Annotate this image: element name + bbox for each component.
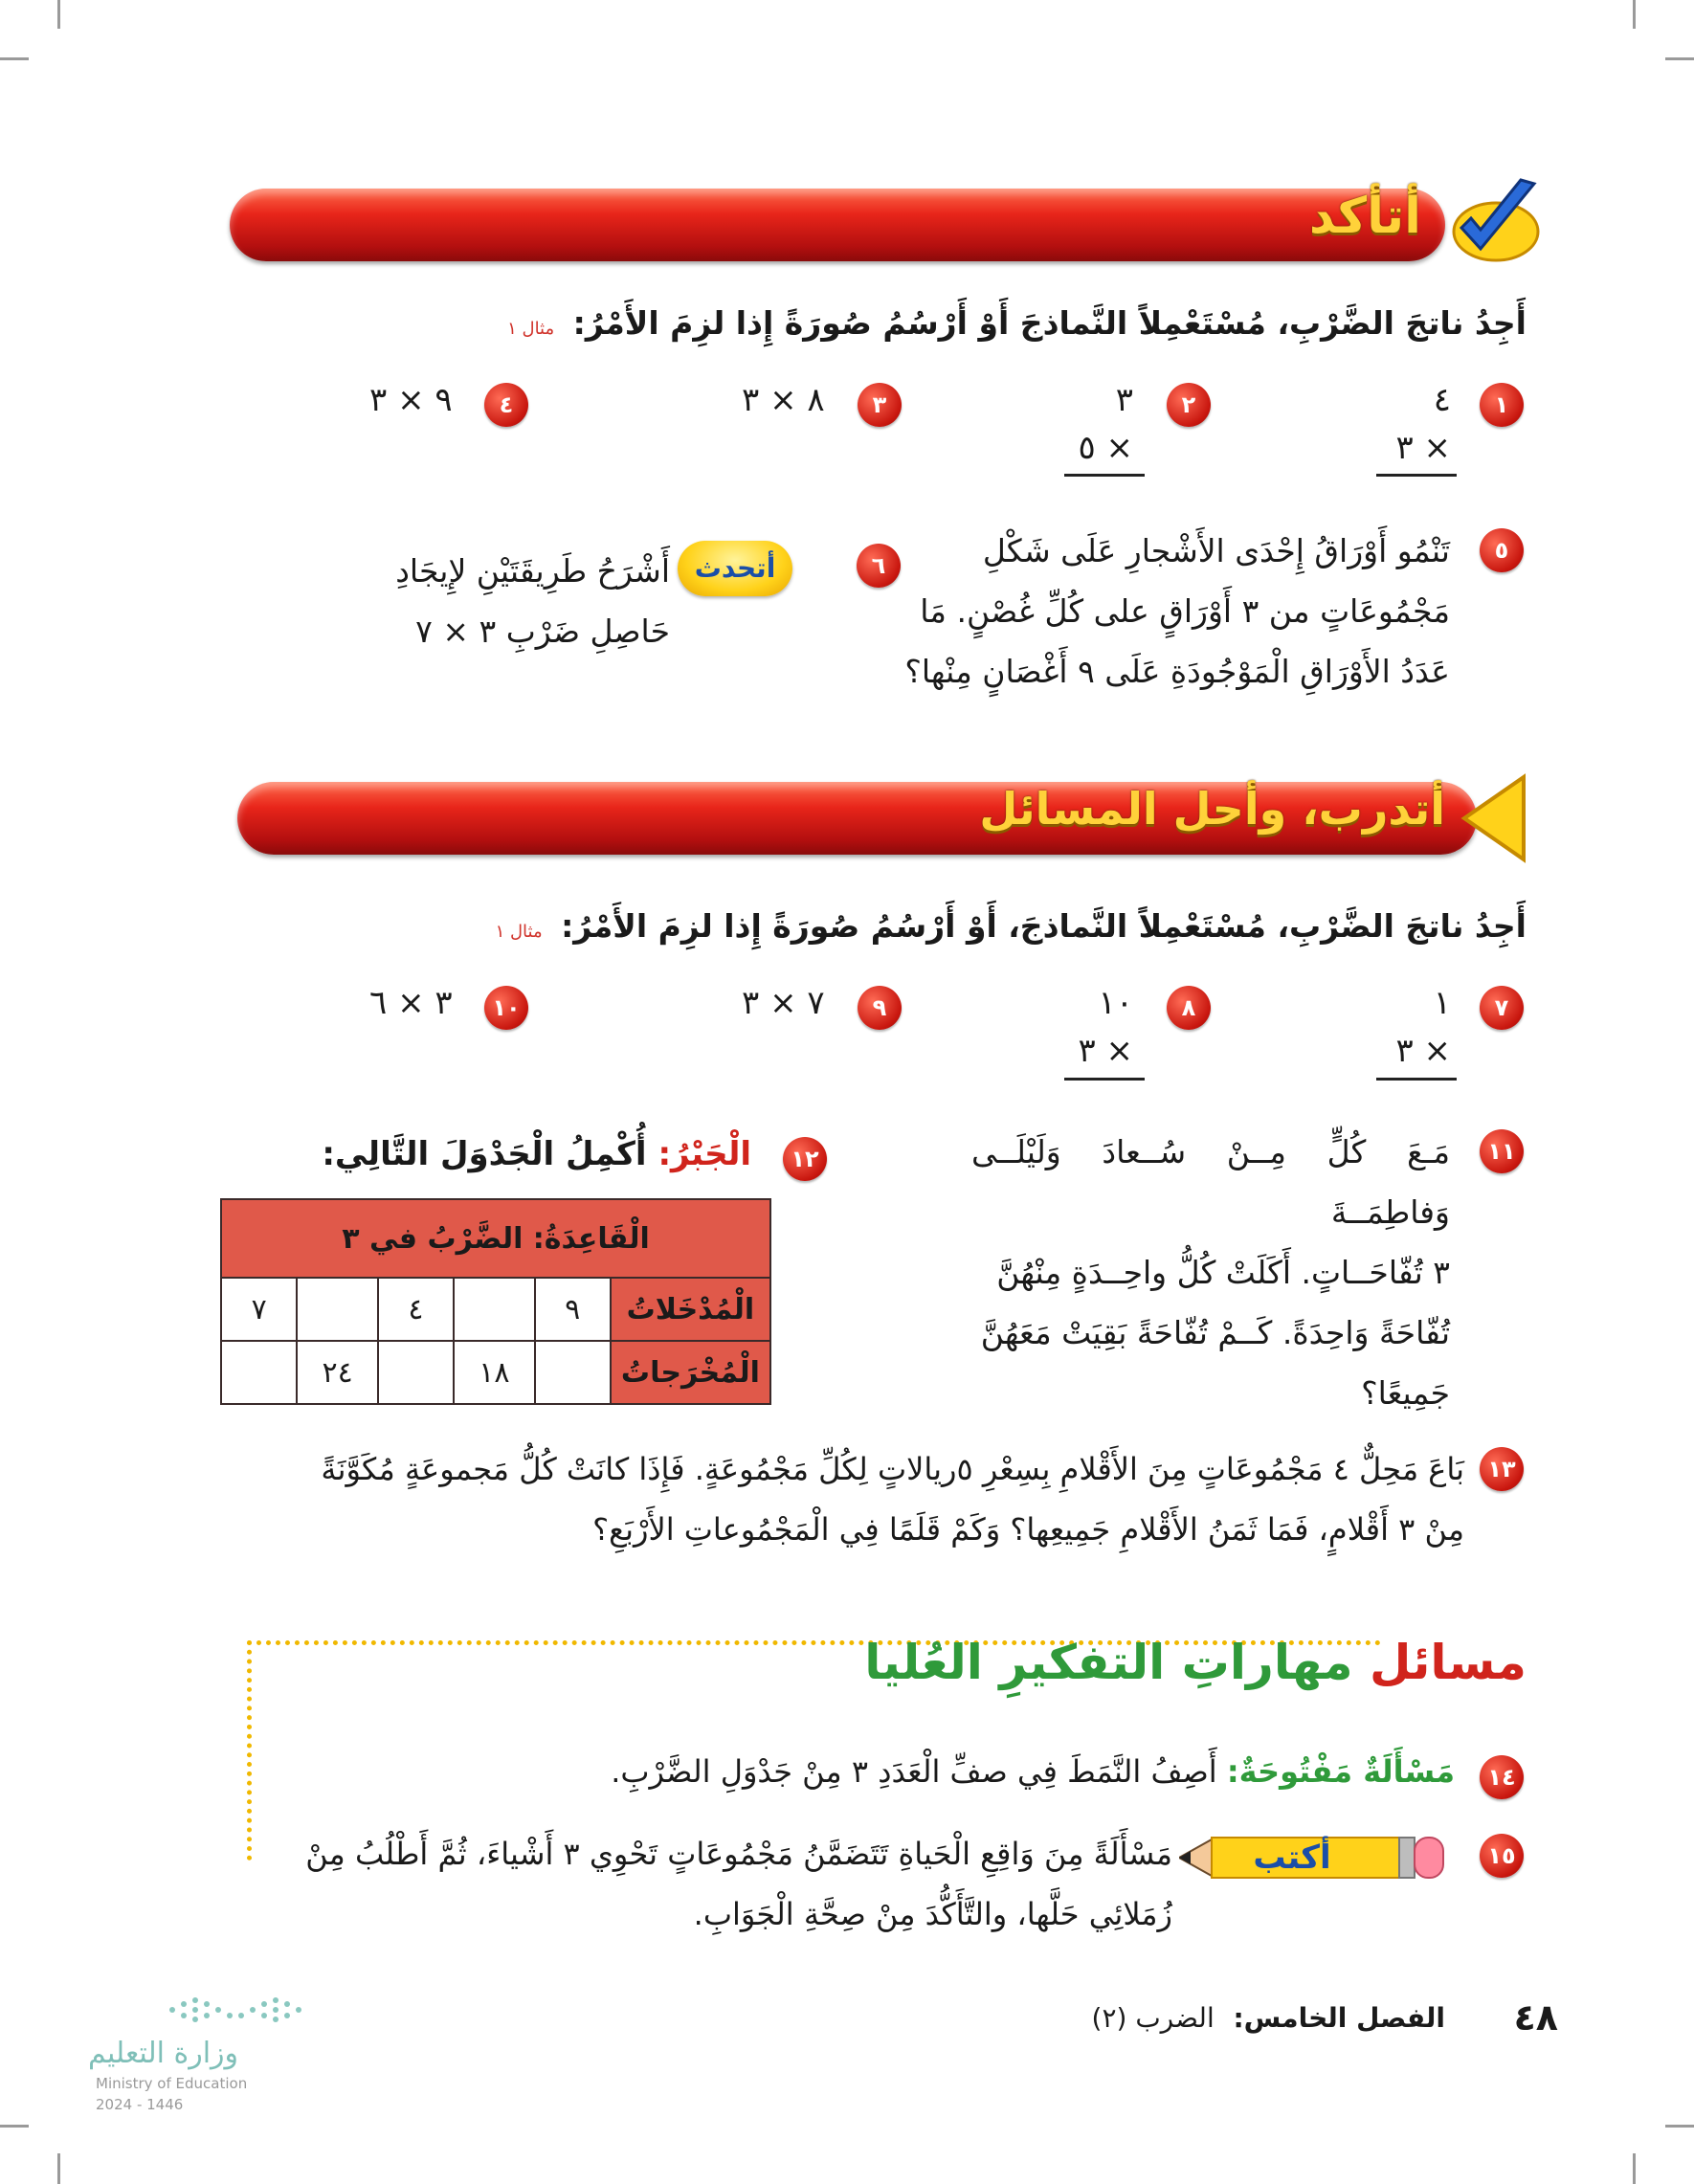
chapter-title: الضرب (٢) bbox=[1091, 2002, 1215, 2034]
question-number: ٦ bbox=[857, 544, 901, 588]
word-problem bbox=[895, 521, 1450, 702]
expression: ٣ × ٦ bbox=[369, 984, 453, 1022]
algebra-text: أُكْمِلُ الْجَدْوَلَ التَّالِي: bbox=[322, 1135, 647, 1173]
crop-mark bbox=[1665, 57, 1694, 60]
checkmark-icon bbox=[1440, 172, 1546, 268]
text-line: جَمِيعًا؟ bbox=[1361, 1374, 1450, 1412]
text-line: مِنْ ٣ أَقْلامٍ، فَمَا ثَمَنُ الأَقْلامِ جَمِيعِها؟ وَكَمْ قَلَمًا فِي الْمَجْمُوعاتِ الأَرْبَعِ؟ bbox=[592, 1511, 1464, 1548]
open-problem-label: مَسْأَلَةٌ مَفْتُوحَةٌ: bbox=[1226, 1753, 1455, 1790]
hots-title-b: مهاراتِ التفكيرِ العُليا bbox=[864, 1635, 1353, 1690]
table-cell bbox=[535, 1341, 611, 1404]
table-cell bbox=[297, 1278, 378, 1341]
vertical-top: ١ bbox=[1433, 984, 1451, 1022]
vertical-rule bbox=[1064, 1078, 1145, 1081]
question-number: ٣ bbox=[858, 383, 902, 427]
vertical-rule bbox=[1376, 474, 1457, 477]
question-number: ١٤ bbox=[1480, 1755, 1524, 1799]
edition-year: 2024 - 1446 bbox=[96, 2096, 184, 2113]
inputs-label: الْمُدْخَلاتُ bbox=[611, 1278, 770, 1341]
talk-badge: أتحدث bbox=[678, 541, 792, 596]
question-number: ٧ bbox=[1480, 986, 1524, 1030]
crop-mark bbox=[57, 2153, 60, 2184]
write-prompt bbox=[215, 1824, 1172, 1945]
vertical-bottom: ٣ × bbox=[1078, 1032, 1133, 1070]
ministry-name-ar: وزارة التعليم bbox=[88, 2037, 239, 2070]
table-cell: ٧ bbox=[221, 1278, 297, 1341]
expression: ٧ × ٣ bbox=[742, 984, 825, 1022]
triangle-arrow-icon bbox=[1460, 773, 1527, 863]
question-number: ١١ bbox=[1480, 1129, 1524, 1173]
crop-mark bbox=[1633, 0, 1636, 29]
ministry-name-en: Ministry of Education bbox=[96, 2075, 248, 2092]
question-number: ٥ bbox=[1480, 528, 1524, 572]
question-number: ١٠ bbox=[484, 986, 528, 1030]
text-line: مَجْمُوعَاتٍ من ٣ أَوْرَاقٍ على كُلِّ غُصْنٍ. مَا bbox=[920, 592, 1450, 630]
text-line: مَـعَ كُلٍّ مِــنْ سُــعادَ وَلَيْلَــى وَفاطِمَــةَ bbox=[971, 1133, 1450, 1231]
open-problem bbox=[611, 1753, 1455, 1790]
question-number: ٢ bbox=[1167, 383, 1211, 427]
ministry-logo bbox=[163, 1991, 316, 2029]
crop-mark bbox=[0, 57, 29, 60]
expression: ٨ × ٣ bbox=[742, 381, 825, 419]
page-number: ٤٨ bbox=[1513, 1996, 1558, 2039]
text-line: تَنْمُو أَوْرَاقُ إِحْدَى الأَشْجارِ عَلَى شَكْلِ bbox=[982, 532, 1450, 569]
text-line: مَسْأَلَةً مِنَ وَاقِعِ الْحَياةِ تَتَضَمَّنُ مَجْمُوعَاتٍ تَحْوِي ٣ أَشْياءَ، ثُمَّ أَطْلُبُ مِنْ bbox=[305, 1836, 1172, 1872]
text-line: ٣ تُفّاحَــاتٍ. أَكَلَتْ كُلُّ واحِــدَةٍ مِنْهُنَّ bbox=[996, 1254, 1450, 1291]
chapter-label bbox=[1092, 2002, 1445, 2034]
section-banner-check bbox=[230, 189, 1445, 261]
crop-mark bbox=[57, 0, 60, 29]
text-line: أَشْرَحُ طَرِيقَتَيْنِ لإِيجَادِ bbox=[395, 552, 670, 590]
vertical-bottom: ٥ × bbox=[1078, 429, 1133, 467]
question-number: ٤ bbox=[484, 383, 528, 427]
table-cell: ٩ bbox=[535, 1278, 611, 1341]
outputs-label: الْمُخْرَجاتُ bbox=[611, 1341, 770, 1404]
chapter-name: الفصل الخامس: bbox=[1233, 2002, 1445, 2034]
word-problem bbox=[971, 1122, 1450, 1423]
question-number: ٩ bbox=[858, 986, 902, 1030]
question-number: ١٥ bbox=[1480, 1834, 1524, 1878]
rule-table bbox=[220, 1198, 771, 1405]
vertical-bottom: ٣ × bbox=[1395, 429, 1451, 467]
instruction-text: أَجِدُ ناتجَ الضَّرْبِ، مُسْتَعْمِلاً النَّماذجَ أَوْ أَرْسُمُ صُورَةً إِذا لزِمَ الأَمْرُ: bbox=[572, 304, 1527, 342]
table-cell bbox=[221, 1341, 297, 1404]
vertical-top: ٤ bbox=[1433, 381, 1451, 419]
instruction-2 bbox=[496, 907, 1527, 945]
open-problem-text: أَصِفُ النَّمَطَ فِي صفِّ الْعَدَدِ ٣ مِنْ جَدْوَلِ الضَّرْبِ. bbox=[611, 1753, 1217, 1790]
question-number: ١٢ bbox=[783, 1137, 827, 1181]
vertical-rule bbox=[1376, 1078, 1457, 1081]
table-cell bbox=[454, 1278, 535, 1341]
algebra-prompt bbox=[322, 1135, 751, 1173]
hots-title bbox=[864, 1635, 1527, 1690]
instruction-1 bbox=[507, 304, 1527, 342]
rule-header: الْقَاعِدَةُ: الضَّرْبُ في ٣ bbox=[221, 1199, 770, 1278]
vertical-top: ١٠ bbox=[1098, 984, 1133, 1022]
talk-prompt bbox=[354, 541, 670, 661]
table-cell bbox=[378, 1341, 454, 1404]
vertical-rule bbox=[1064, 474, 1145, 477]
table-cell: ١٨ bbox=[454, 1341, 535, 1404]
example-ref: مثال ١ bbox=[507, 319, 555, 339]
example-ref: مثال ١ bbox=[495, 922, 543, 942]
section-title-check: أتأكد bbox=[1308, 188, 1421, 245]
text-line: حَاصِلِ ضَرْبِ ٣ × ٧ bbox=[415, 613, 670, 650]
text-line: تُفّاحَةً وَاحِدَةً. كَــمْ تُفّاحَةً بَقِيَتْ مَعَهُنَّ bbox=[980, 1314, 1450, 1351]
table-cell: ٤ bbox=[378, 1278, 454, 1341]
vertical-bottom: ٣ × bbox=[1395, 1032, 1451, 1070]
vertical-top: ٣ bbox=[1115, 381, 1133, 419]
question-number: ١٣ bbox=[1480, 1447, 1524, 1491]
instruction-text: أَجِدُ ناتجَ الضَّرْبِ، مُسْتَعْمِلاً النَّماذجَ، أَوْ أَرْسُمُ صُورَةً إِذا لزِمَ الأَمْرُ: bbox=[561, 907, 1527, 945]
text-line: بَاعَ مَحِلٌّ ٤ مَجْمُوعَاتٍ مِنَ الأَقْلامِ بِسِعْرِ ٥ريالاتٍ لِكُلِّ مَجْمُوعَةٍ. فَإِذَا كانَتْ كُلُّ مَجموعَةٍ مُكَوَّنَةً bbox=[321, 1451, 1464, 1487]
crop-mark bbox=[1633, 2153, 1636, 2184]
hots-title-a: مسائل bbox=[1369, 1635, 1527, 1690]
algebra-label: الْجَبْرُ: bbox=[658, 1135, 751, 1173]
section-title-practice: أتدرب، وأحل المسائل bbox=[979, 783, 1445, 835]
crop-mark bbox=[0, 2125, 29, 2128]
crop-mark bbox=[1665, 2125, 1694, 2128]
word-problem bbox=[230, 1439, 1464, 1560]
question-number: ٨ bbox=[1167, 986, 1211, 1030]
text-line: عَدَدُ الأَوْرَاقِ الْمَوْجُودَةِ عَلَى ٩ أَغْصَانٍ مِنْها؟ bbox=[904, 653, 1450, 690]
expression: ٩ × ٣ bbox=[369, 381, 453, 419]
question-number: ١ bbox=[1480, 383, 1524, 427]
write-badge: أكتب bbox=[1253, 1839, 1331, 1877]
table-cell: ٢٤ bbox=[297, 1341, 378, 1404]
text-line: زُمَلائِي حَلَّها، والتَّأَكُّدَ مِنْ صِحَّةِ الْجَوَابِ. bbox=[693, 1896, 1172, 1932]
